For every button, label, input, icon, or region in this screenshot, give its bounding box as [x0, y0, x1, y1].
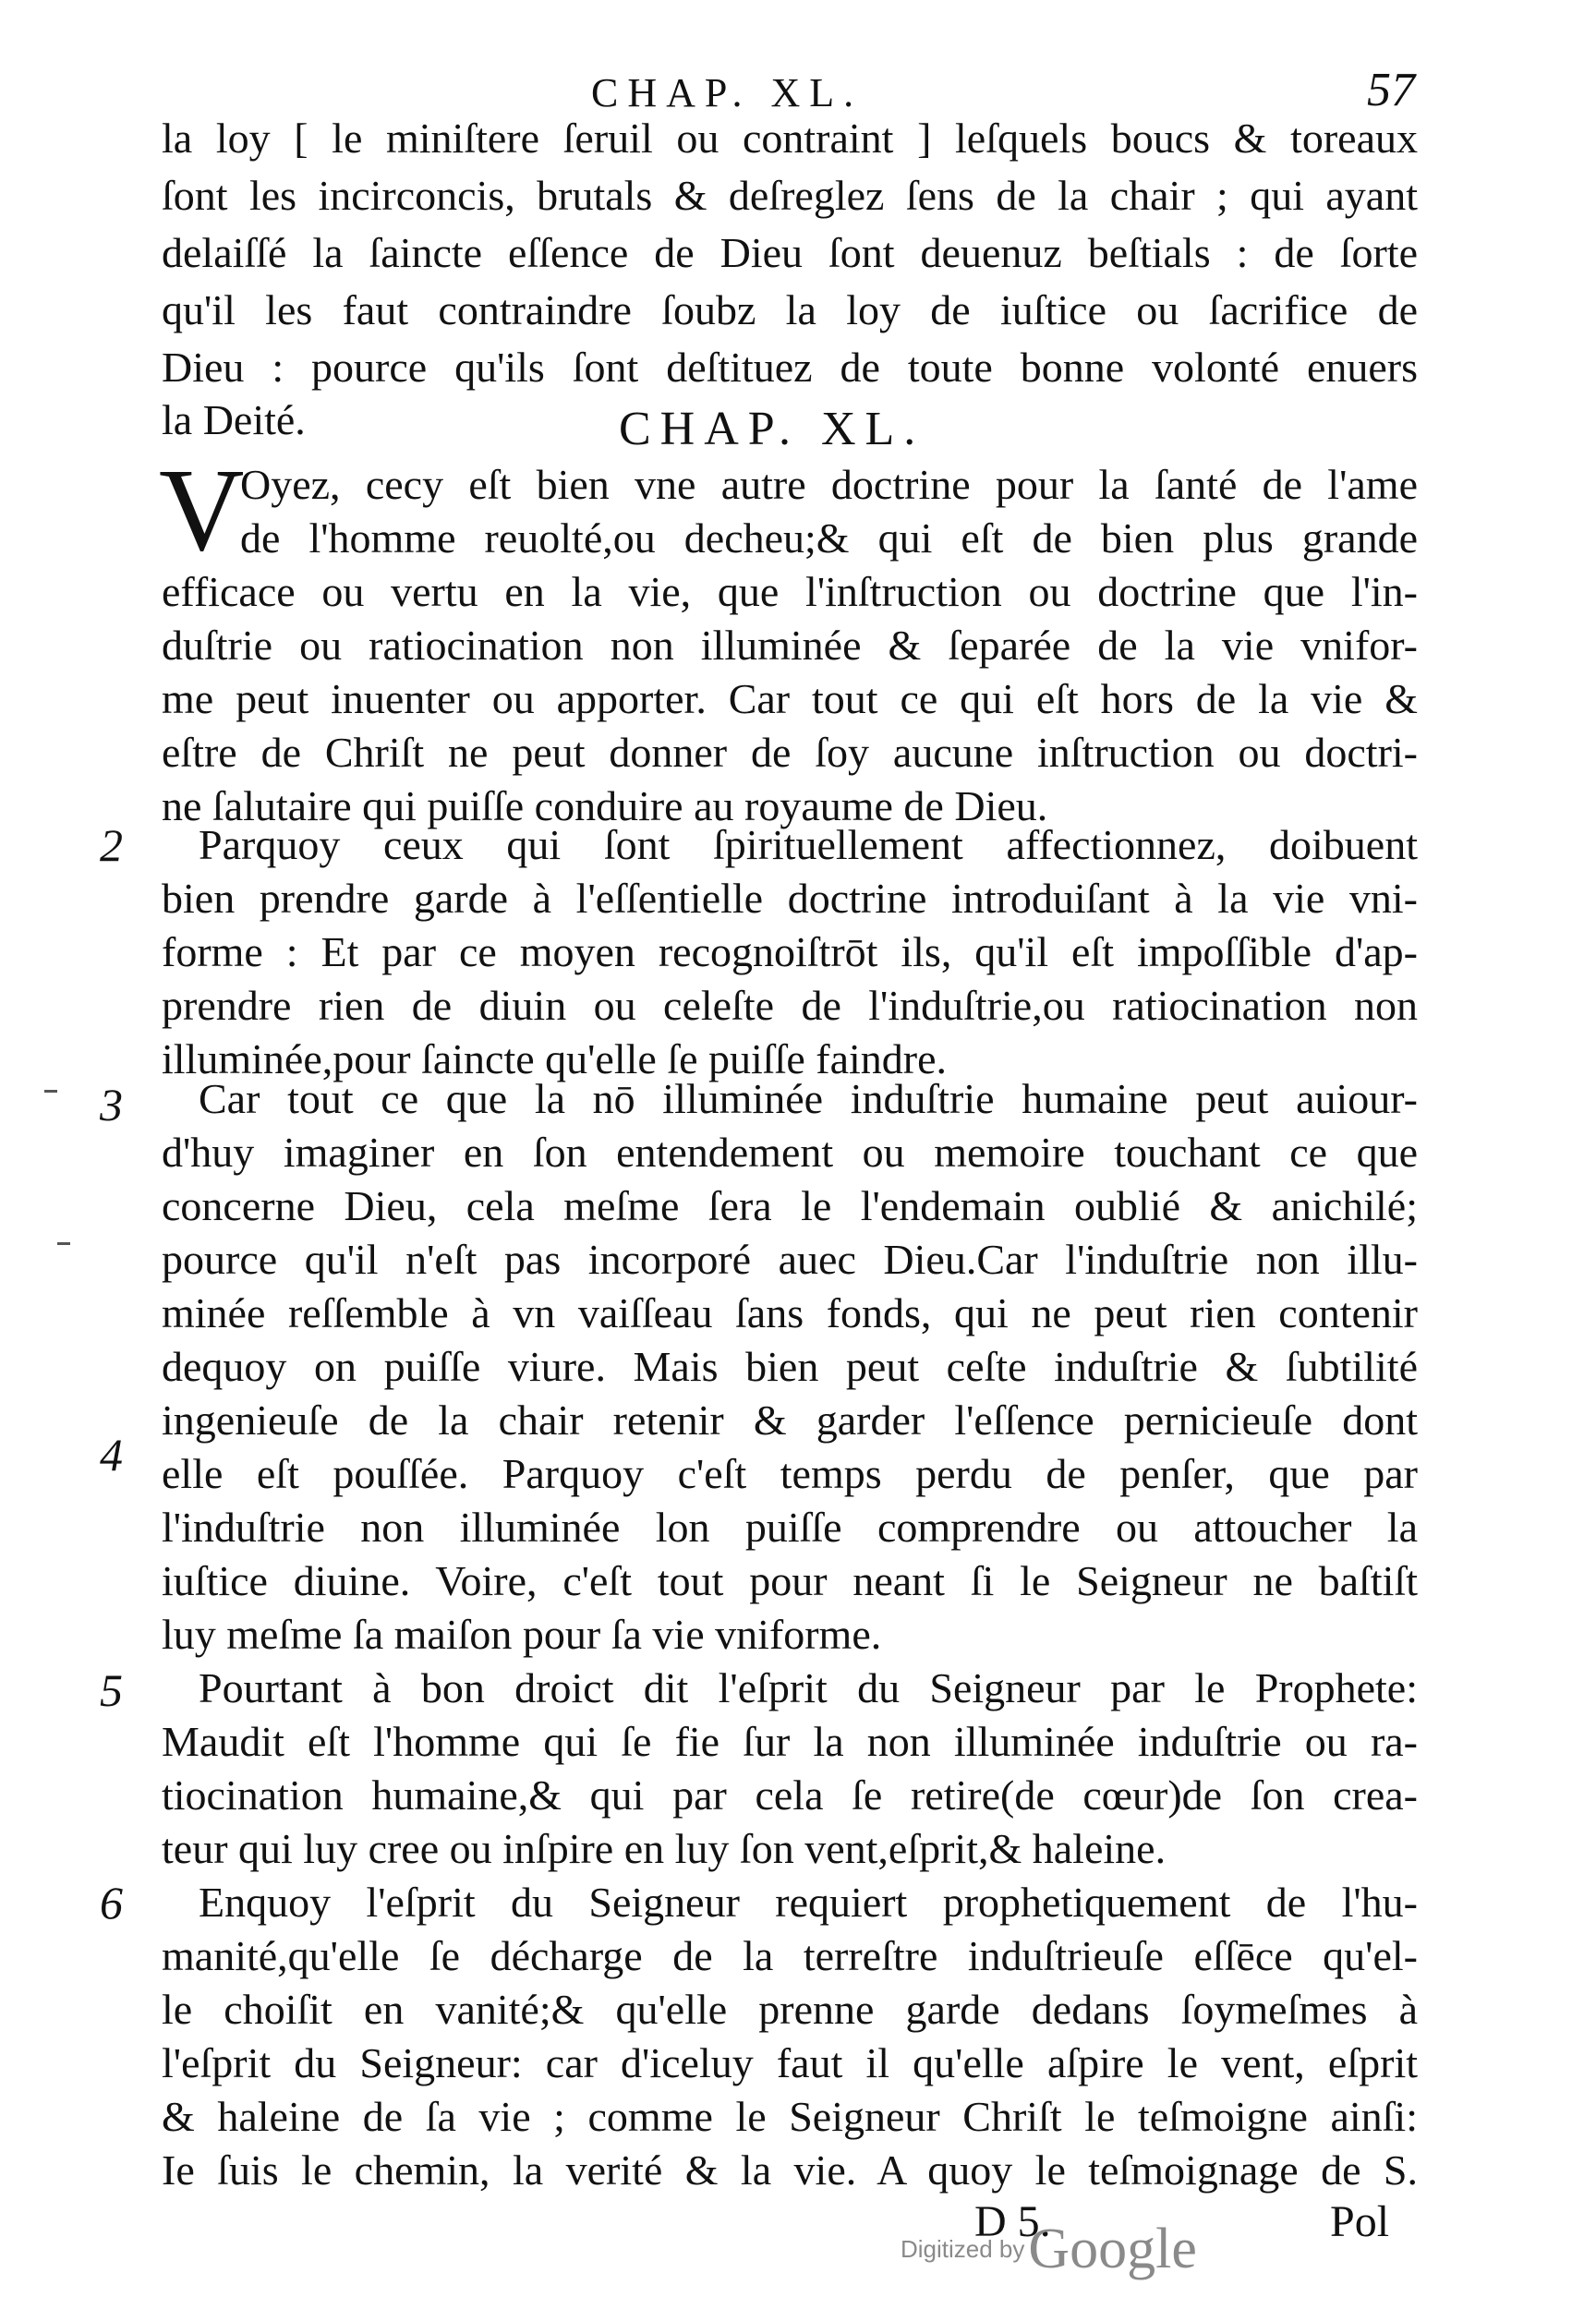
text-line: Maudit eſt l'homme qui ſe fie ſur la non illuminée induſtrie ou ra-	[162, 1718, 1418, 1765]
text-line: ſont les incirconcis, brutals & deſreglez ſens de la chair ; qui ayant	[162, 172, 1418, 219]
margin-number: 3	[100, 1079, 123, 1130]
text-line: illuminée,pour ſaincte qu'elle ſe puiſſe faindre.	[162, 1035, 948, 1082]
text-line: Parquoy ceux qui ſont ſpirituellement affectionnez, doibuent	[199, 821, 1418, 868]
text-line: & haleine de ſa vie ; comme le Seigneur Chriſt le teſmoigne ainſi:	[162, 2093, 1418, 2140]
margin-number: 5	[100, 1664, 123, 1716]
text-line: la Deité.	[162, 396, 306, 443]
watermark-prefix: Digitized by	[901, 2235, 1025, 2263]
text-line: ne ſalutaire qui puiſſe conduire au royaume de Dieu.	[162, 782, 1048, 829]
text-line: Pourtant à bon droict dit l'eſprit du Seigneur par le Prophete:	[199, 1664, 1418, 1711]
text-line: luy meſme ſa maiſon pour ſa vie vniforme.	[162, 1611, 882, 1658]
text-line: prendre rien de diuin ou celeſte de l'induſtrie,ou ratiocination non	[162, 982, 1418, 1029]
text-line: Dieu : pource qu'ils ſont deſtituez de toute bonne volonté enuers	[162, 344, 1418, 391]
text-line: delaiſſé la ſaincte eſſence de Dieu ſont deuenuz beſtials : de ſorte	[162, 229, 1418, 276]
margin-number: 2	[100, 819, 123, 871]
text-line: Enquoy l'eſprit du Seigneur requiert prophetiquement de l'hu-	[199, 1879, 1418, 1926]
digitized-watermark	[901, 2217, 1197, 2282]
text-line: concerne Dieu, cela meſme ſera le l'endemain oublié & anichilé;	[162, 1182, 1418, 1229]
text-line: tiocination humaine,& qui par cela ſe retire(de cœur)de ſon crea-	[162, 1771, 1418, 1819]
text-line: ingenieuſe de la chair retenir & garder l'eſſence pernicieuſe dont	[162, 1396, 1418, 1444]
text-line: l'eſprit du Seigneur: car d'iceluy faut il qu'elle aſpire le vent, eſprit	[162, 2039, 1418, 2086]
drop-cap: V	[159, 444, 245, 575]
running-head: CHAP. XL.	[591, 70, 864, 115]
margin-mark	[57, 1242, 70, 1245]
text-line: de l'homme reuolté,ou decheu;& qui eſt de bien plus grande	[240, 514, 1418, 562]
text-line: d'huy imaginer en ſon entendement ou memoire touchant ce que	[162, 1129, 1418, 1176]
text-line: minée reſſemble à vn vaiſſeau ſans fonds, qui ne peut rien contenir	[162, 1289, 1418, 1336]
text-line: pource qu'il n'eſt pas incorporé auec Dieu.Car l'induſtrie non illu-	[162, 1236, 1418, 1283]
chapter-title: CHAP. XL.	[619, 403, 925, 455]
text-line: manité,qu'elle ſe décharge de la terreſtre induſtrieuſe eſſēce qu'el-	[162, 1932, 1418, 1979]
text-line: iuſtice diuine. Voire, c'eſt tout pour neant ſi le Seigneur ne baſtiſt	[162, 1557, 1418, 1604]
text-line: eſtre de Chriſt ne peut donner de ſoy aucune inſtruction ou doctri-	[162, 729, 1418, 776]
text-line: la loy [ le miniſtere ſeruil ou contraint ] leſquels boucs & toreaux	[162, 115, 1418, 162]
margin-number: 6	[100, 1877, 123, 1928]
text-line: Oyez, cecy eſt bien vne autre doctrine pour la ſanté de l'ame	[240, 461, 1418, 508]
text-line: duſtrie ou ratiocination non illuminée & ſeparée de la vie vnifor-	[162, 622, 1418, 669]
margin-mark	[44, 1090, 57, 1093]
catchword: Pol	[1330, 2197, 1390, 2246]
text-line: efficace ou vertu en la vie, que l'inſtruction ou doctrine que l'in-	[162, 568, 1418, 615]
text-line: le choiſit en vanité;& qu'elle prenne garde dedans ſoymeſmes à	[162, 1986, 1418, 2033]
signature-mark: D 5.	[974, 2197, 1051, 2246]
google-logo: Google	[1028, 2218, 1197, 2280]
text-line: Car tout ce que la nō illuminée induſtrie humaine peut auiour-	[199, 1075, 1418, 1122]
text-line: me peut inuenter ou apporter. Car tout ce qui eſt hors de la vie &	[162, 675, 1418, 722]
margin-number: 4	[100, 1429, 123, 1481]
text-line: teur qui luy cree ou inſpire en luy ſon vent,eſprit,& haleine.	[162, 1825, 1167, 1872]
text-line: dequoy on puiſſe viure. Mais bien peut ceſte induſtrie & ſubtilité	[162, 1343, 1418, 1390]
text-line: elle eſt pouſſée. Parquoy c'eſt temps perdu de penſer, que par	[162, 1450, 1418, 1497]
text-line: bien prendre garde à l'eſſentielle doctrine introduiſant à la vie vni-	[162, 875, 1418, 922]
text-line: l'induſtrie non illuminée lon puiſſe comprendre ou attoucher la	[162, 1504, 1418, 1551]
text-line: forme : Et par ce moyen recognoiſtrōt ils, qu'il eſt impoſſible d'ap-	[162, 928, 1418, 975]
text-line: qu'il les faut contraindre ſoubz la loy de iuſtice ou ſacrifice de	[162, 286, 1418, 333]
page-number: 57	[1367, 64, 1415, 116]
text-line: Ie ſuis le chemin, la verité & la vie. A quoy le teſmoignage de S.	[162, 2146, 1418, 2194]
